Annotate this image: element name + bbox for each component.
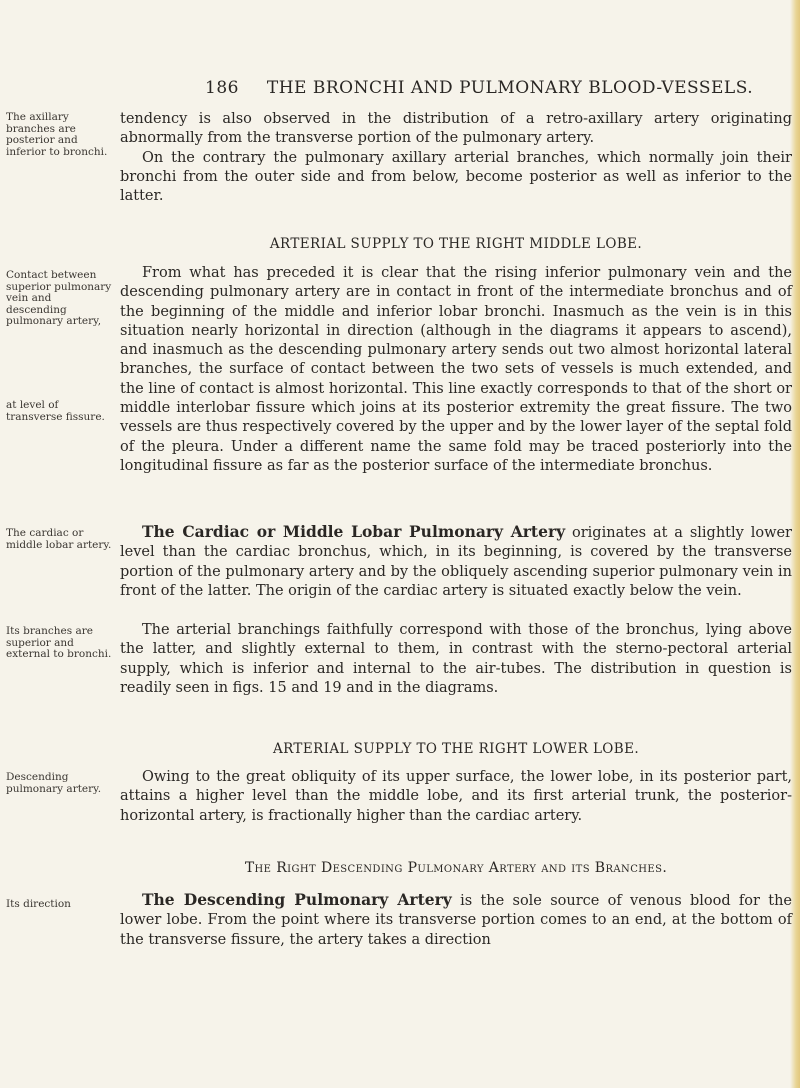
term-bold: The Descending Pulmonary Artery xyxy=(142,890,452,909)
sidenote: The cardiac or middle lobar artery. xyxy=(6,527,112,551)
sidenote: Contact between superior pulmonary vein and descending pulmonary artery, xyxy=(6,269,112,327)
section-heading: ARTERIAL SUPPLY TO THE RIGHT LOWER LOBE. xyxy=(272,741,640,757)
sidenote: Its branches are superior and external to bronchi. xyxy=(6,625,112,660)
term-bold: The Cardiac or Middle Lobar Pulmonary Artery xyxy=(142,522,566,541)
sidenote: Its direction xyxy=(6,898,71,910)
paragraph: tendency is also observed in the distribution of a retro-axillary artery originating abnormally from the transverse portion of the pulmonary artery. On the contrary the pulmonary axillary arterial branches, which normally join their bronchi from the outer side and from below, become posterior as well as inferior to the latter. xyxy=(120,111,792,205)
sidenote: The axillary branches are posterior and inferior to bronchi. xyxy=(6,111,108,158)
subsection-heading: The Right Descending Pulmonary Artery and its Branches. xyxy=(244,860,668,876)
paragraph: From what has preceded it is clear that the rising inferior pulmonary vein and the descending pulmonary artery are in contact in front of the intermediate bronchus and of the beginning of the middle and inferior lobar bronchi. Inasmuch as the vein is in this situation nearly horizontal in direction (although in the diagrams it appears to ascend), and inasmuch as the descending pulmonary artery sends out two almost horizontal lateral branches, the surface of contact between the two sets of vessels is much extended, and the line of contact is almost horizontal. This line exactly corresponds to that of the short or middle interlobar fissure which joins at its posterior extremity the great fissure. The two vessels are thus respectively covered by the upper and by the lower layer of the septal fold of the pleura. Under a different name the same fold may be traced posteriorly into the longitudinal fissure as far as the posterior surface of the intermediate bronchus. xyxy=(120,265,792,474)
running-title: THE BRONCHI AND PULMONARY BLOOD-VESSELS. xyxy=(266,78,754,98)
paragraph: The Cardiac or Middle Lobar Pulmonary Artery originates at a slightly lower level than the cardiac bronchus, which, in its beginning, is covered by the transverse portion of the pulmonary artery and by the obliquely ascending superior pulmonary vein in front of the latter. The origin of the cardiac artery is situated exactly below the vein. xyxy=(120,522,792,599)
sidenote: at level of transverse fissure. xyxy=(6,399,105,423)
paragraph: Owing to the great obliquity of its upper surface, the lower lobe, in its posterior part, attains a higher level than the middle lobe, and its first arterial trunk, the posterior-horizontal artery, is fractionally higher than the cardiac artery. xyxy=(120,769,792,824)
running-header xyxy=(205,78,765,98)
section-heading: ARTERIAL SUPPLY TO THE RIGHT MIDDLE LOBE. xyxy=(269,236,643,252)
sidenote: Descending pulmonary artery. xyxy=(6,771,102,795)
paragraph: The Descending Pulmonary Artery is the sole source of venous blood for the lower lobe. From the point where its transverse portion comes to an end, at the bottom of the transverse fissure, the artery takes a direction xyxy=(120,890,792,948)
page-number: 186 xyxy=(205,78,239,98)
paragraph: The arterial branchings faithfully correspond with those of the bronchus, lying above the latter, and slightly external to them, in contrast with the sterno-pectoral arterial supply, which is inferior and internal to the air-tubes. The distribution in question is readily seen in figs. 15 and 19 and in the diagrams. xyxy=(120,622,792,696)
